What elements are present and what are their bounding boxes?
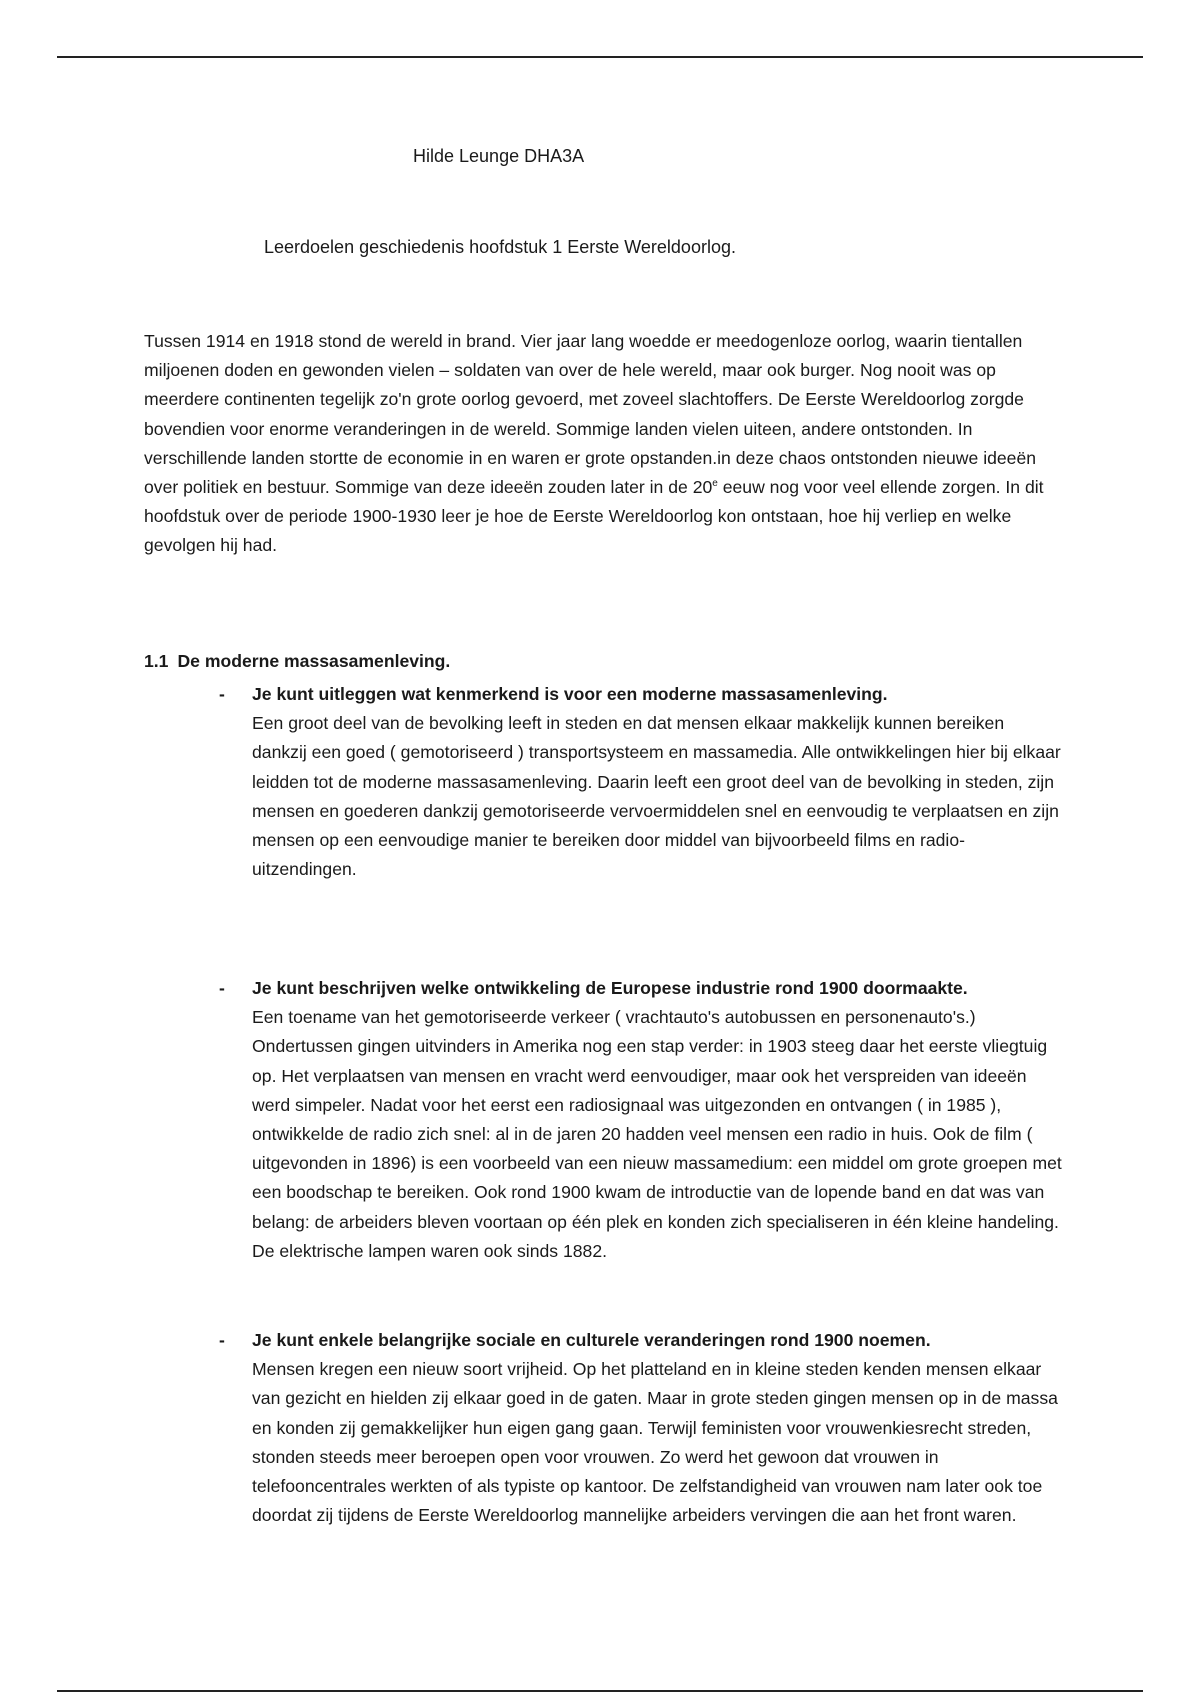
learning-goal-title: Je kunt enkele belangrijke sociale en culturele veranderingen rond 1900 noemen. [252, 1330, 931, 1350]
learning-goal-answer: Een groot deel van de bevolking leeft in steden en dat mensen elkaar makkelijk kunnen bereiken dankzij een goed ( gemotoriseerd ) transportsysteem en massamedia. Alle ontwikkelingen hier bij elkaar leidden tot de moderne massasamenleving. Daarin leeft een groot deel van de bevolking in steden, zijn mensen en goederen dankzij gemotoriseerde vervoermiddelen snel en eenvoudig te verplaatsen en zijn mensen op een eenvoudige manier te bereiken door middel van bijvoorbeeld films en radio-uitzendingen. [252, 713, 1061, 880]
learning-goal [219, 680, 1062, 884]
intro-text-start: Tussen 1914 en 1918 stond de wereld in brand. Vier jaar lang woedde er meedogenloze oorlog, waarin tientallen miljoenen doden en gewonden vielen – soldaten van over de hele wereld, maar ook burger. Nog nooit was op meerdere continenten tegelijk zo'n grote oorlog gevoerd, met zoveel slachtoffers. De Eerste Wereldoorlog zorgde bovendien voor enorme veranderingen in de wereld. Sommige landen vielen uiteen, andere ontstonden. In verschillende landen stortte de economie in en waren er grote opstanden.in deze chaos ontstonden nieuwe ideeën over politiek en bestuur. Sommige van deze ideeën zouden later in de 20 [144, 331, 1037, 498]
intro-paragraph [144, 327, 1064, 561]
bullet-dash: - [219, 684, 225, 704]
bullet-dash: - [219, 978, 225, 998]
author-line: Hilde Leunge DHA3A [413, 146, 585, 166]
intro-text-end: eeuw nog voor veel ellende zorgen. In dit hoofdstuk over de periode 1900-1930 leer je hoe de Eerste Wereldoorlog kon ontstaan, hoe hij verliep en welke gevolgen hij had. [144, 477, 1044, 556]
section-number: 1.1 [144, 651, 169, 671]
footer-rule [57, 1690, 1143, 1692]
section-heading [144, 651, 450, 672]
bullet-dash: - [219, 1330, 225, 1350]
learning-goal-title: Je kunt beschrijven welke ontwikkeling de Europese industrie rond 1900 doormaakte. [252, 978, 968, 998]
century-superscript: e [712, 478, 718, 490]
section-title: De moderne massasamenleving. [177, 651, 451, 671]
learning-goal-answer: Mensen kregen een nieuw soort vrijheid. Op het platteland en in kleine steden kenden mensen elkaar van gezicht en hielden zij elkaar goed in de gaten. Maar in grote steden gingen mensen op in de massa en konden zij gemakkelijker hun eigen gang gaan. Terwijl feministen voor vrouwenkiesrecht streden, stonden steeds meer beroepen open voor vrouwen. Zo werd het gewoon dat vrouwen in telefooncentrales werkten of als typiste op kantoor. De zelfstandigheid van vrouwen nam later ook toe doordat zij tijdens de Eerste Wereldoorlog mannelijke arbeiders vervingen die aan het front waren. [252, 1359, 1058, 1526]
document-title: Leerdoelen geschiedenis hoofdstuk 1 Eerste Wereldoorlog. [264, 237, 736, 257]
learning-goal [219, 974, 1062, 1266]
header-rule [57, 56, 1143, 58]
learning-goal-title: Je kunt uitleggen wat kenmerkend is voor een moderne massasamenleving. [252, 684, 888, 704]
learning-goal [219, 1326, 1062, 1530]
learning-goal-answer: Een toename van het gemotoriseerde verkeer ( vrachtauto's autobussen en personenauto's.) Ondertussen gingen uitvinders in Amerika nog een stap verder: in 1903 steeg daar het eerste vliegtuig op. Het verplaatsen van mensen en vracht werd eenvoudiger, maar ook het verspreiden van ideeën werd simpeler. Nadat voor het eerst een radiosignaal was uitgezonden en ontvangen ( in 1985 ), ontwikkelde de radio zich snel: al in de jaren 20 hadden veel mensen een radio in huis. Ook de film ( uitgevonden in 1896) is een voorbeeld van een nieuw massamedium: een middel om grote groepen met een boodschap te bereiken. Ook rond 1900 kwam de introductie van de lopende band en dat was van belang: de arbeiders bleven voortaan op één plek en konden zich specialiseren in één kleine handeling. De elektrische lampen waren ook sinds 1882. [252, 1007, 1062, 1261]
